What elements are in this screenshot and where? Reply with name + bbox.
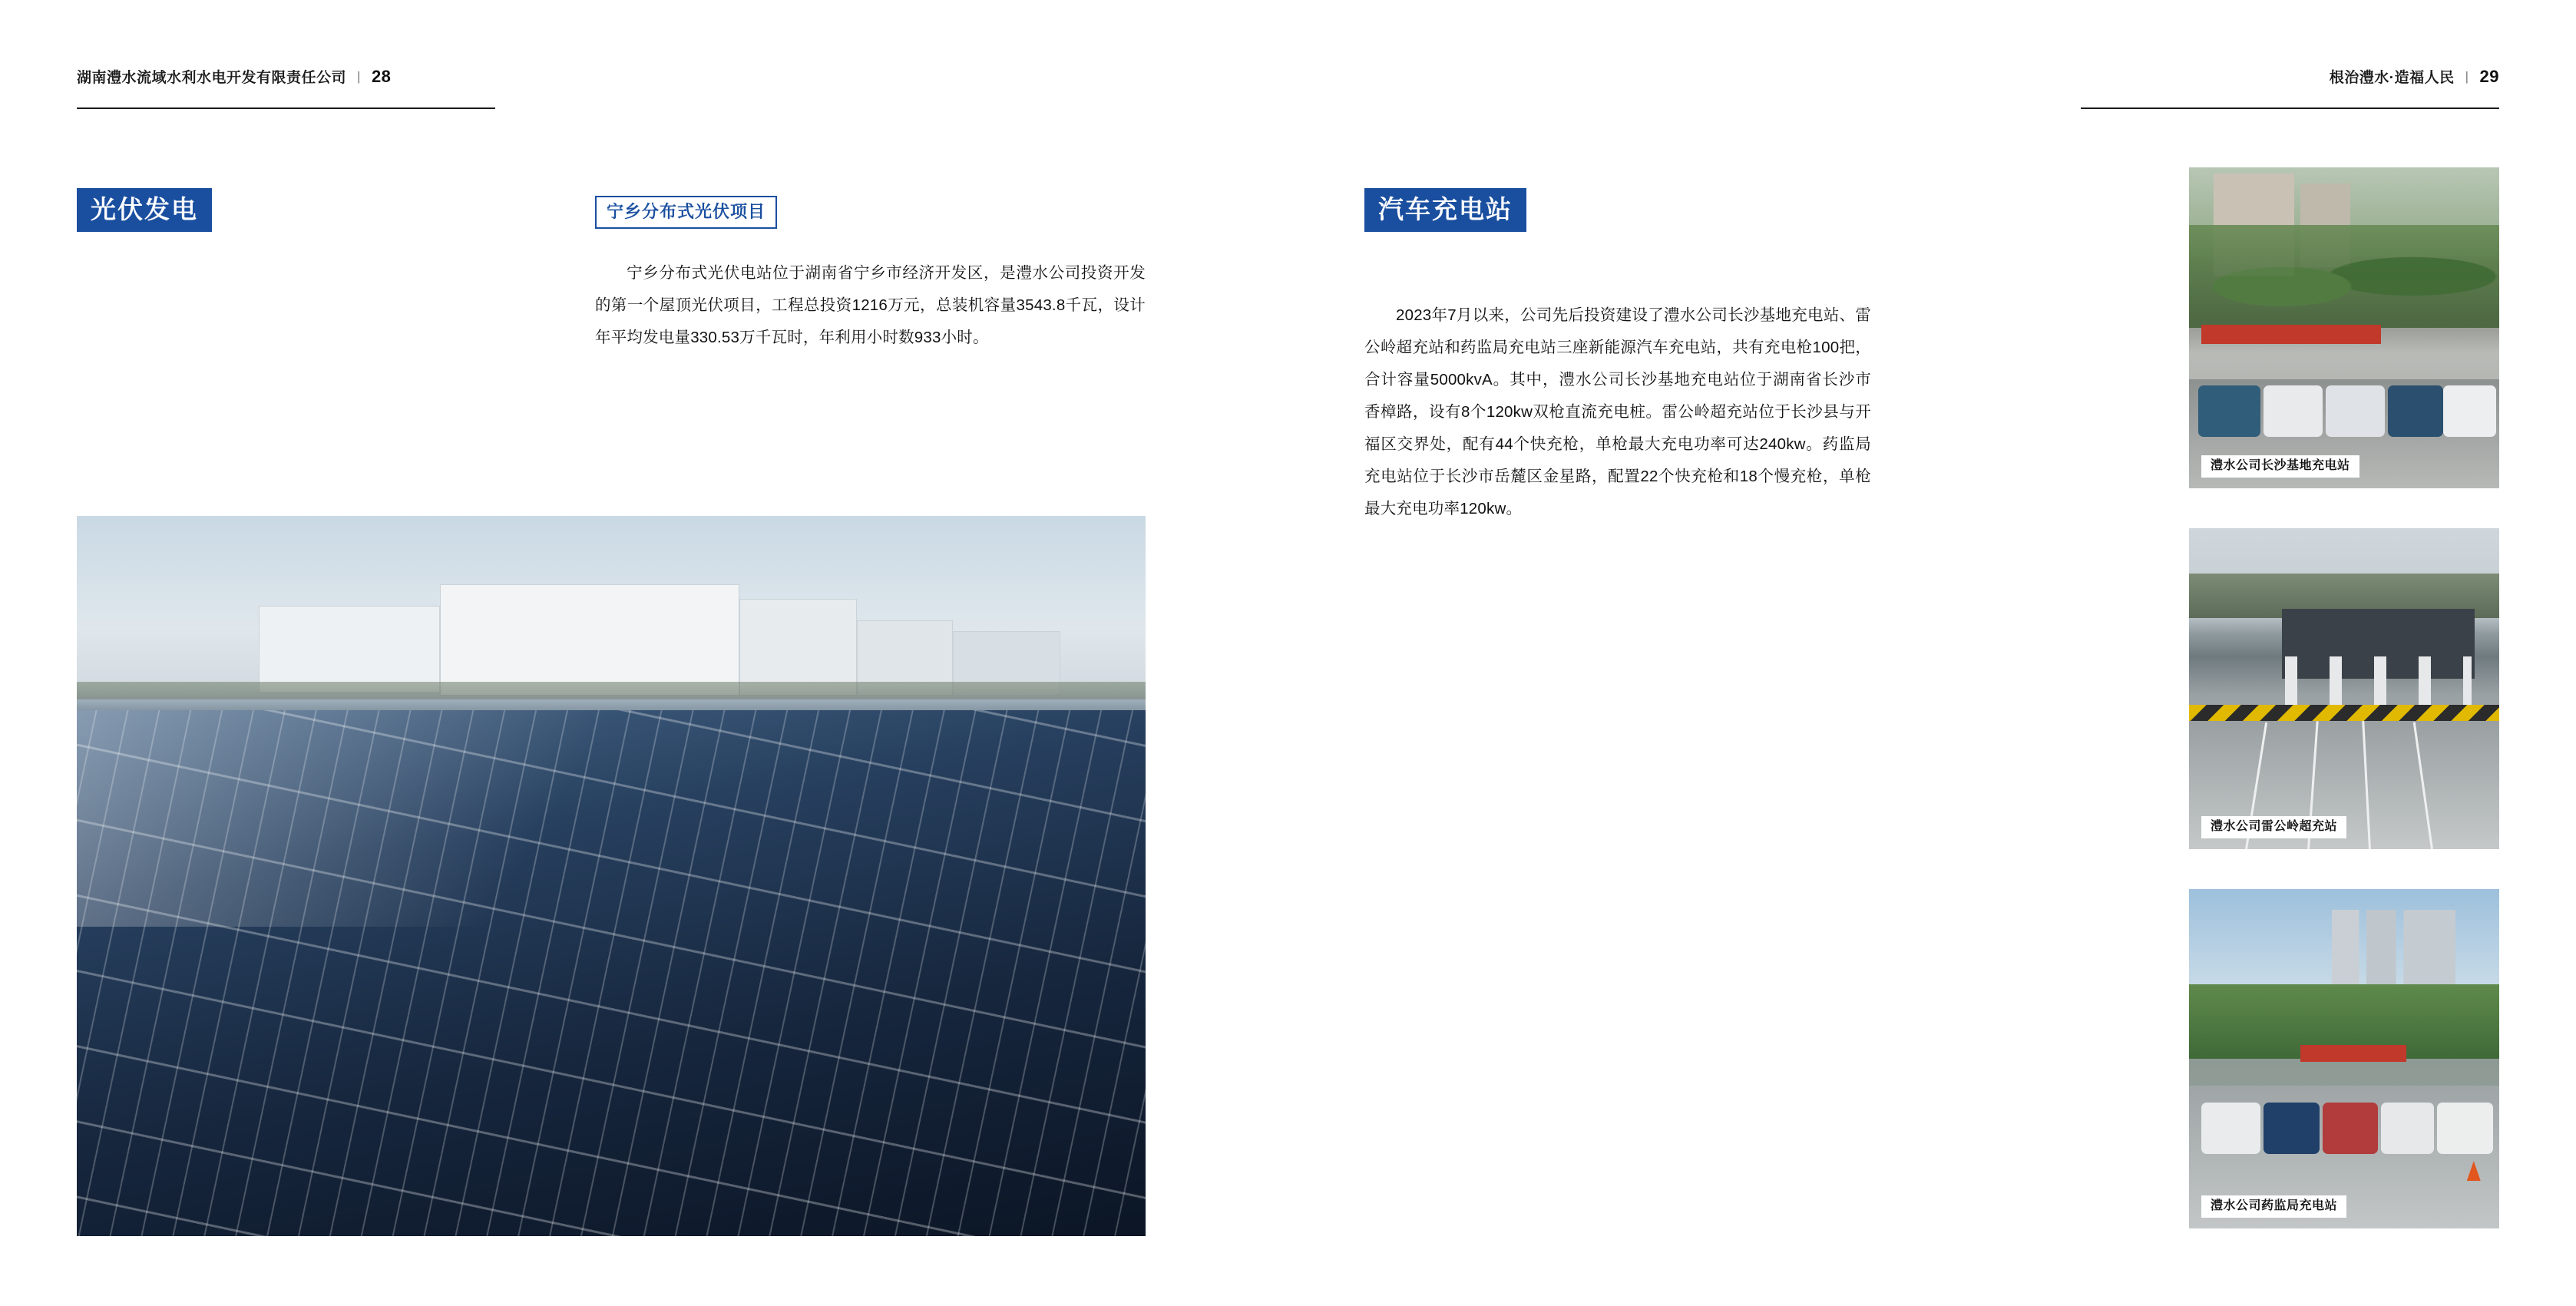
photo1-red-banner <box>2201 325 2381 344</box>
photo-drug-administration-station <box>2189 889 2499 1228</box>
left-section-badge: 光伏发电 <box>77 188 212 232</box>
photo-changsha-base-station <box>2189 167 2499 488</box>
left-header-rule <box>77 107 495 109</box>
photo3-car <box>2264 1103 2320 1153</box>
left-project-badge: 宁乡分布式光伏项目 <box>595 196 777 229</box>
photo3-red-banner <box>2300 1045 2406 1062</box>
photo3-car <box>2323 1103 2379 1153</box>
right-body-text <box>1364 299 1871 525</box>
right-running-head-org: 根治澧水·造福人民 <box>2329 70 2455 86</box>
photo2-caption: 澧水公司雷公岭超充站 <box>2201 816 2346 838</box>
photo1-car <box>2388 385 2444 437</box>
left-running-head <box>77 66 391 87</box>
left-running-head-separator: | <box>357 68 361 84</box>
photo1-car <box>2264 385 2323 437</box>
solar-glare <box>77 710 718 926</box>
photo2-hazard-curb <box>2189 705 2499 721</box>
right-page-number: 29 <box>2479 66 2499 86</box>
photo3-caption: 澧水公司药监局充电站 <box>2201 1195 2346 1218</box>
photo-solar-rooftop <box>77 516 1146 1236</box>
photo3-car <box>2201 1103 2260 1153</box>
photo3-car <box>2381 1103 2434 1153</box>
left-running-head-org: 湖南澧水流域水利水电开发有限责任公司 <box>77 70 347 86</box>
left-body-text <box>595 257 1146 354</box>
left-page-number: 28 <box>371 66 392 86</box>
right-header-rule <box>2081 107 2499 109</box>
solar-building-2 <box>440 584 739 696</box>
photo1-car <box>2443 385 2496 437</box>
solar-building-1 <box>259 606 441 693</box>
right-page <box>1288 0 2576 1306</box>
right-section-badge: 汽车充电站 <box>1364 188 1526 232</box>
right-running-head-separator: | <box>2465 68 2469 84</box>
photo1-car <box>2326 385 2385 437</box>
right-body-paragraph: 2023年7月以来，公司先后投资建设了澧水公司长沙基地充电站、雷公岭超充站和药监局充电站三座新能源汽车充电站，共有充电枪100把，合计容量5000kvA。其中，澧水公司长沙基地充电站位于湖南省长沙市香樟路，设有8个120kw双枪直流充电桩。雷公岭超充站位于长沙县与开福区交界处，配有44个快充枪，单枪最大充电功率可达240kw。药监局充电站位于长沙市岳麓区金星路，配置22个快充枪和18个慢充枪，单枪最大充电功率120kw。 <box>1364 306 1871 517</box>
photo1-car <box>2198 385 2260 437</box>
photo3-car <box>2437 1103 2493 1153</box>
photo-leigongling-supercharge-station <box>2189 528 2499 849</box>
photo1-trees <box>2189 225 2499 328</box>
left-body-paragraph: 宁乡分布式光伏电站位于湖南省宁乡市经济开发区，是澧水公司投资开发的第一个屋顶光伏项目，工程总投资1216万元，总装机容量3543.8千瓦，设计年平均发电量330.53万千瓦时，年利用小时数933小时。 <box>595 264 1146 346</box>
photo2-charging-posts <box>2285 656 2471 708</box>
right-running-head <box>2330 66 2499 87</box>
photo1-caption: 澧水公司长沙基地充电站 <box>2201 455 2359 478</box>
